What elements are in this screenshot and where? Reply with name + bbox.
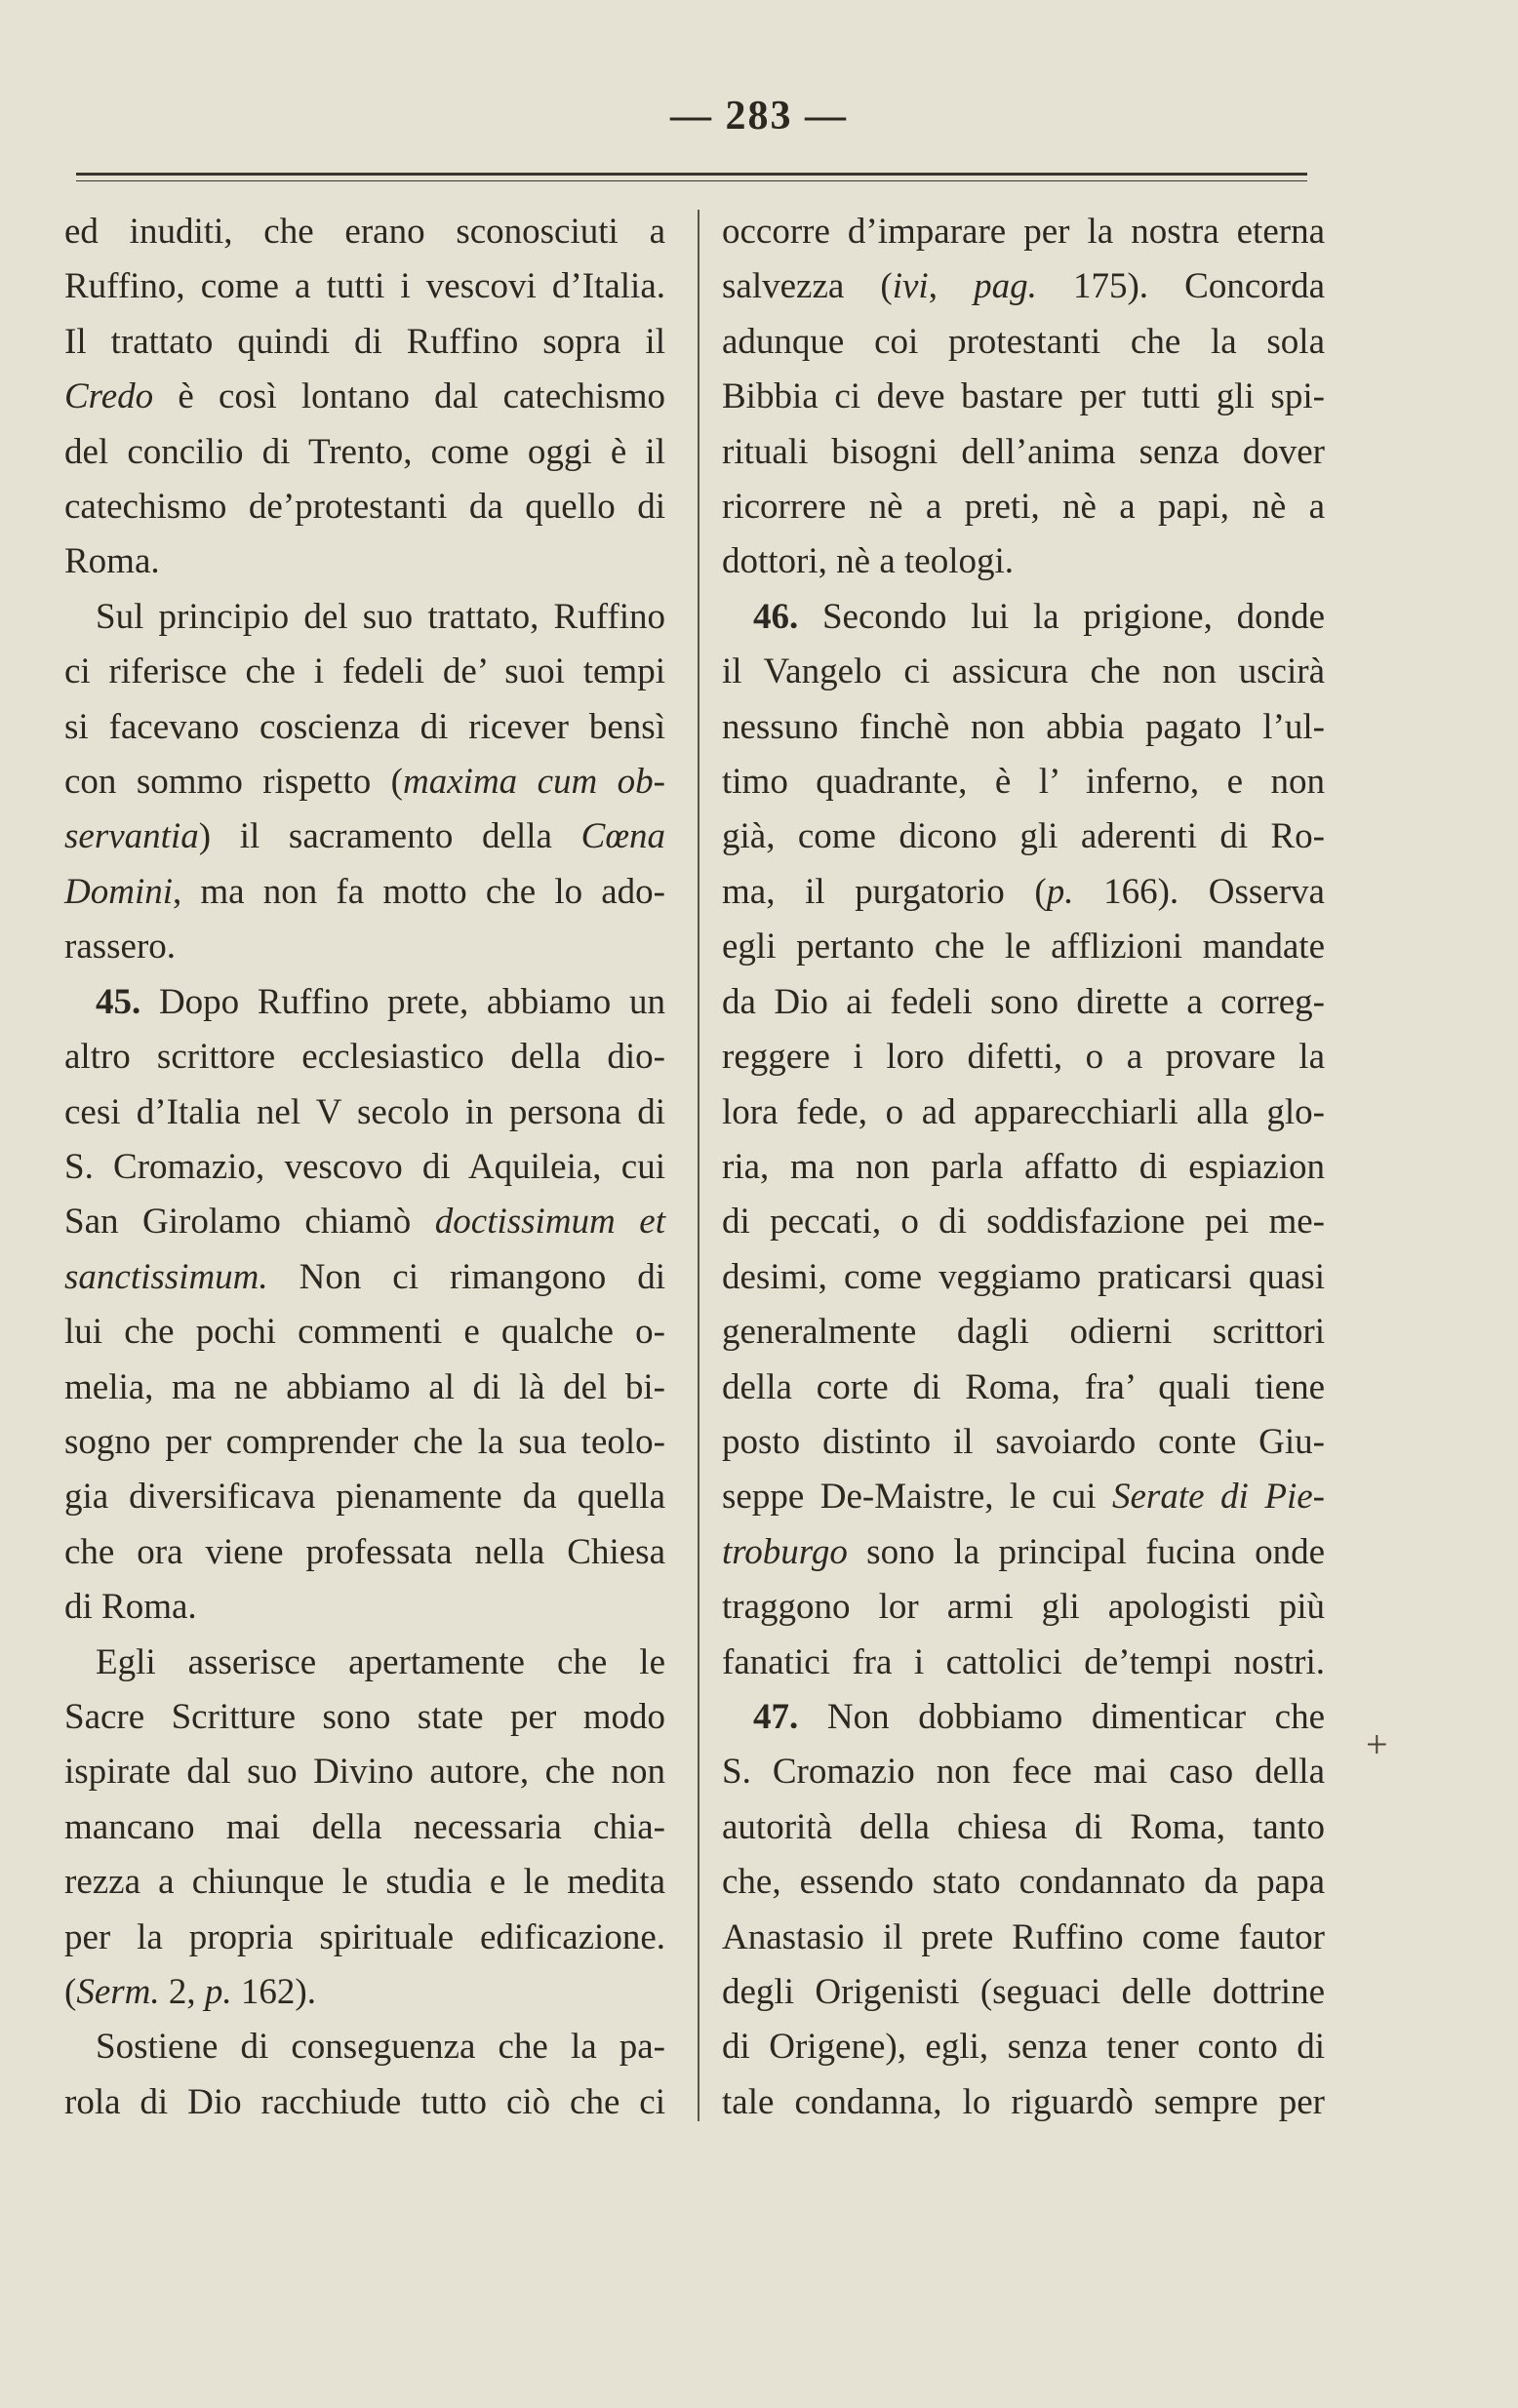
text-line: Ruffino, come a tutti i vescovi d’Italia.	[64, 266, 665, 307]
text-line: altro scrittore ecclesiastico della dio-	[64, 1037, 665, 1078]
text-line: il Vangelo ci assicura che non uscirà	[722, 651, 1325, 692]
text-line: Credo è così lontano dal catechismo	[64, 376, 665, 417]
text-line: adunque coi protestanti che la sola	[722, 321, 1325, 362]
text-line: che ora viene professata nella Chiesa	[64, 1531, 665, 1572]
text-line: ed inuditi, che erano sconosciuti a	[64, 212, 665, 252]
text-line: occorre d’imparare per la nostra eterna	[722, 212, 1325, 252]
text-line: catechismo de’protestanti da quello di	[64, 487, 665, 528]
text-line: dottori, nè a teologi.	[722, 541, 1015, 582]
text-line: gia diversificava pienamente da quella	[64, 1477, 665, 1518]
text-line: sanctissimum. Non ci rimangono di	[64, 1256, 665, 1297]
text-line: Bibbia ci deve bastare per tutti gli spi-	[722, 376, 1325, 417]
text-line: sogno per comprender che la sua teolo-	[64, 1421, 665, 1462]
text-line: timo quadrante, è l’ inferno, e non	[722, 762, 1325, 803]
text-line: Sacre Scritture sono state per modo	[64, 1696, 665, 1737]
text-line: Sul principio del suo trattato, Ruffino	[96, 596, 665, 637]
text-line: Anastasio il prete Ruffino come fautor	[722, 1916, 1325, 1957]
text-line: generalmente dagli odierni scrittori	[722, 1312, 1325, 1353]
text-line: salvezza (ivi, pag. 175). Concorda	[722, 266, 1325, 307]
text-line: seppe De-Maistre, le cui Serate di Pie-	[722, 1477, 1325, 1518]
column-divider	[698, 210, 699, 2121]
text-line: ricorrere nè a preti, nè a papi, nè a	[722, 487, 1325, 528]
text-line: del concilio di Trento, come oggi è il	[64, 431, 665, 472]
right-column	[722, 205, 1325, 2130]
text-line: servantia) il sacramento della Cœna	[64, 816, 665, 857]
text-line: rassero.	[64, 927, 177, 967]
text-line: 46. Secondo lui la prigione, donde	[753, 596, 1325, 637]
text-line: S. Cromazio, vescovo di Aquileia, cui	[64, 1146, 665, 1187]
text-line: lui che pochi commenti e qualche o-	[64, 1312, 665, 1353]
text-line: nessuno finchè non abbia pagato l’ul-	[722, 706, 1325, 747]
text-line: ma, il purgatorio (p. 166). Osserva	[722, 871, 1325, 912]
text-line: ria, ma non parla affatto di espiazion	[722, 1146, 1325, 1187]
text-line: fanatici fra i cattolici de’tempi nostri.	[722, 1641, 1325, 1682]
text-line: melia, ma ne abbiamo al di là del bi-	[64, 1366, 665, 1407]
text-line: traggono lor armi gli apologisti più	[722, 1587, 1325, 1628]
text-line: desimi, come veggiamo praticarsi quasi	[722, 1256, 1325, 1297]
text-line: 47. Non dobbiamo dimenticar che	[753, 1696, 1325, 1737]
text-line: ci riferisce che i fedeli de’ suoi tempi	[64, 651, 665, 692]
text-line: S. Cromazio non fece mai caso della	[722, 1752, 1325, 1793]
text-line: autorità della chiesa di Roma, tanto	[722, 1806, 1325, 1847]
text-line: di Origene), egli, senza tener conto di	[722, 2027, 1325, 2068]
text-line: San Girolamo chiamò doctissimum et	[64, 1202, 666, 1243]
text-line: rezza a chiunque le studia e le medita	[64, 1862, 665, 1903]
text-line: con sommo rispetto (maxima cum ob-	[64, 762, 666, 803]
text-line: cesi d’Italia nel V secolo in persona di	[64, 1091, 665, 1132]
text-line: lora fede, o ad apparecchiarli alla glo-	[722, 1091, 1325, 1132]
text-line: già, come dicono gli aderenti di Ro-	[722, 816, 1325, 857]
text-line: Egli asserisce apertamente che le	[96, 1641, 665, 1682]
text-line: ispirate dal suo Divino autore, che non	[64, 1752, 665, 1793]
text-line: di peccati, o di soddisfazione pei me-	[722, 1202, 1325, 1243]
text-line: Domini, ma non fa motto che lo ado-	[64, 871, 665, 912]
text-line: 45. Dopo Ruffino prete, abbiamo un	[96, 981, 665, 1022]
text-line: rola di Dio racchiude tutto ciò che ci	[64, 2081, 665, 2122]
text-line: di Roma.	[64, 1587, 197, 1628]
text-line: (Serm. 2, p. 162).	[64, 1972, 316, 2012]
text-line: mancano mai della necessaria chia-	[64, 1806, 665, 1847]
left-column	[64, 205, 665, 2130]
text-line: rituali bisogni dell’anima senza dover	[722, 431, 1325, 472]
text-line: della corte di Roma, fra’ quali tiene	[722, 1366, 1325, 1407]
text-line: tale condanna, lo riguardò sempre per	[722, 2081, 1325, 2122]
text-line: per la propria spirituale edificazione.	[64, 1916, 665, 1957]
text-line: posto distinto il savoiardo conte Giu-	[722, 1421, 1325, 1462]
text-line: reggere i loro difetti, o a provare la	[722, 1037, 1325, 1078]
text-line: Sostiene di conseguenza che la pa-	[96, 2027, 665, 2068]
text-line: da Dio ai fedeli sono dirette a correg-	[722, 981, 1325, 1022]
page-header: — 283 —	[670, 94, 848, 138]
text-line: egli pertanto che le afflizioni mandate	[722, 927, 1325, 967]
text-line: si facevano coscienza di ricever bensì	[64, 706, 665, 747]
text-line: degli Origenisti (seguaci delle dottrine	[722, 1972, 1325, 2012]
text-line: troburgo sono la principal fucina onde	[722, 1531, 1325, 1572]
text-line: che, essendo stato condannato da papa	[722, 1862, 1325, 1903]
text-line: Il trattato quindi di Ruffino sopra il	[64, 321, 665, 362]
margin-note: +	[1366, 1722, 1388, 1766]
text-line: Roma.	[64, 541, 160, 582]
header-rule	[76, 173, 1307, 181]
